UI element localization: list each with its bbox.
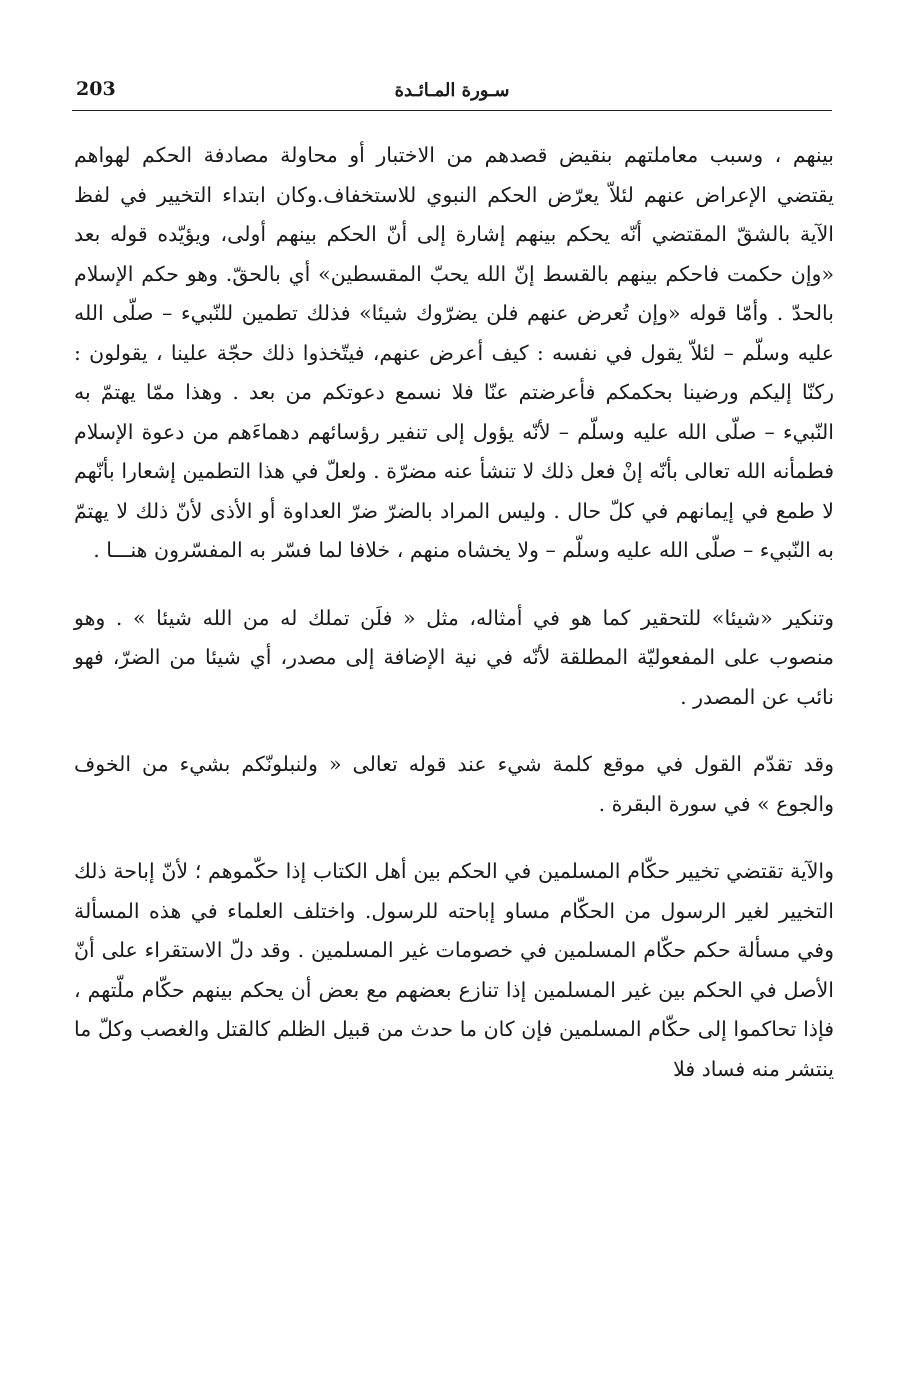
- page-header: [72, 76, 832, 111]
- paragraph: بينهم ، وسبب معاملتهم بنقيض قصدهم من الاختبار أو محاولة مصادفة الحكم لهواهم يقتضي الإعراض عنهم لئلاّ يعرّض الحكم النبوي للاستخفاف.وكان ابتداء التخيير في لفظ الآية بالشقّ المقتضي أنّه يحكم بينهم إشارة إلى أنّ الحكم بينهم أولى، ويؤيّده قوله بعد «وإن حكمت فاحكم بينهم بالقسط إنّ الله يحبّ المقسطين» أي بالحقّ. وهو حكم الإسلام بالحدّ . وأمّا قوله «وإن تُعرض عنهم فلن يضرّوك شيئا» فذلك تطمين للنّبيء – صلّى الله عليه وسلّم – لئلاّ يقول في نفسه : كيف أعرض عنهم، فيتّخذوا ذلك حجّة علينا ، يقولون : ركنّا إليكم ورضينا بحكمكم فأعرضتم عنّا فلا نسمع دعوتكم من بعد . وهذا ممّا يهتمّ به النّبيء – صلّى الله عليه وسلّم – لأنّه يؤول إلى تنفير رؤسائهم دهماءَهم من دعوة الإسلام فطمأنه الله تعالى بأنّه إنْ فعل ذلك لا تنشأ عنه مضرّة . ولعلّ في هذا التطمين إشعارا بأنّهم لا طمع في إيمانهم في كلّ حال . وليس المراد بالضرّ ضرّ العداوة أو الأذى لأنّ ذلك لا يهتمّ به النّبيء – صلّى الله عليه وسلّم – ولا يخشاه منهم ، خلافا لما فسّر به المفسّرون هنـــا .: [74, 143, 834, 562]
- paragraph: وتنكير «شيئا» للتحقير كما هو في أمثاله، مثل « فلَن تملك له من الله شيئا » . وهو منصوب على المفعوليّة المطلقة لأنّه في نية الإضافة إلى مصدر، أي شيئا من الضرّ، فهو نائب عن المصدر .: [74, 605, 834, 709]
- paragraph: وقد تقدّم القول في موقع كلمة شيء عند قوله تعالى « ولنبلونّكم بشيء من الخوف والجوع » في سورة البقرة .: [74, 752, 834, 816]
- page-number: 203: [76, 78, 116, 100]
- paragraph: والآية تقتضي تخيير حكّام المسلمين في الحكم بين أهل الكتاب إذا حكّموهم ؛ لأنّ إباحة ذلك التخيير لغير الرسول من الحكّام مساو إباحته للرسول. واختلف العلماء في هذه المسألة وفي مسألة حكم حكّام المسلمين في خصومات غير المسلمين . وقد دلّ الاستقراء على أنّ الأصل في الحكم بين غير المسلمين إذا تنازع بعضهم مع بعض أن يحكم بينهم حكّام ملّتهم ، فإذا تحاكموا إلى حكّام المسلمين فإن كان ما حدث من قبيل الظلم كالقتل والغصب وكلّ ما ينتشر منه فساد فلا: [74, 859, 834, 1081]
- page-body: [74, 136, 834, 1089]
- running-title: سـورة المـائـدة: [394, 80, 510, 101]
